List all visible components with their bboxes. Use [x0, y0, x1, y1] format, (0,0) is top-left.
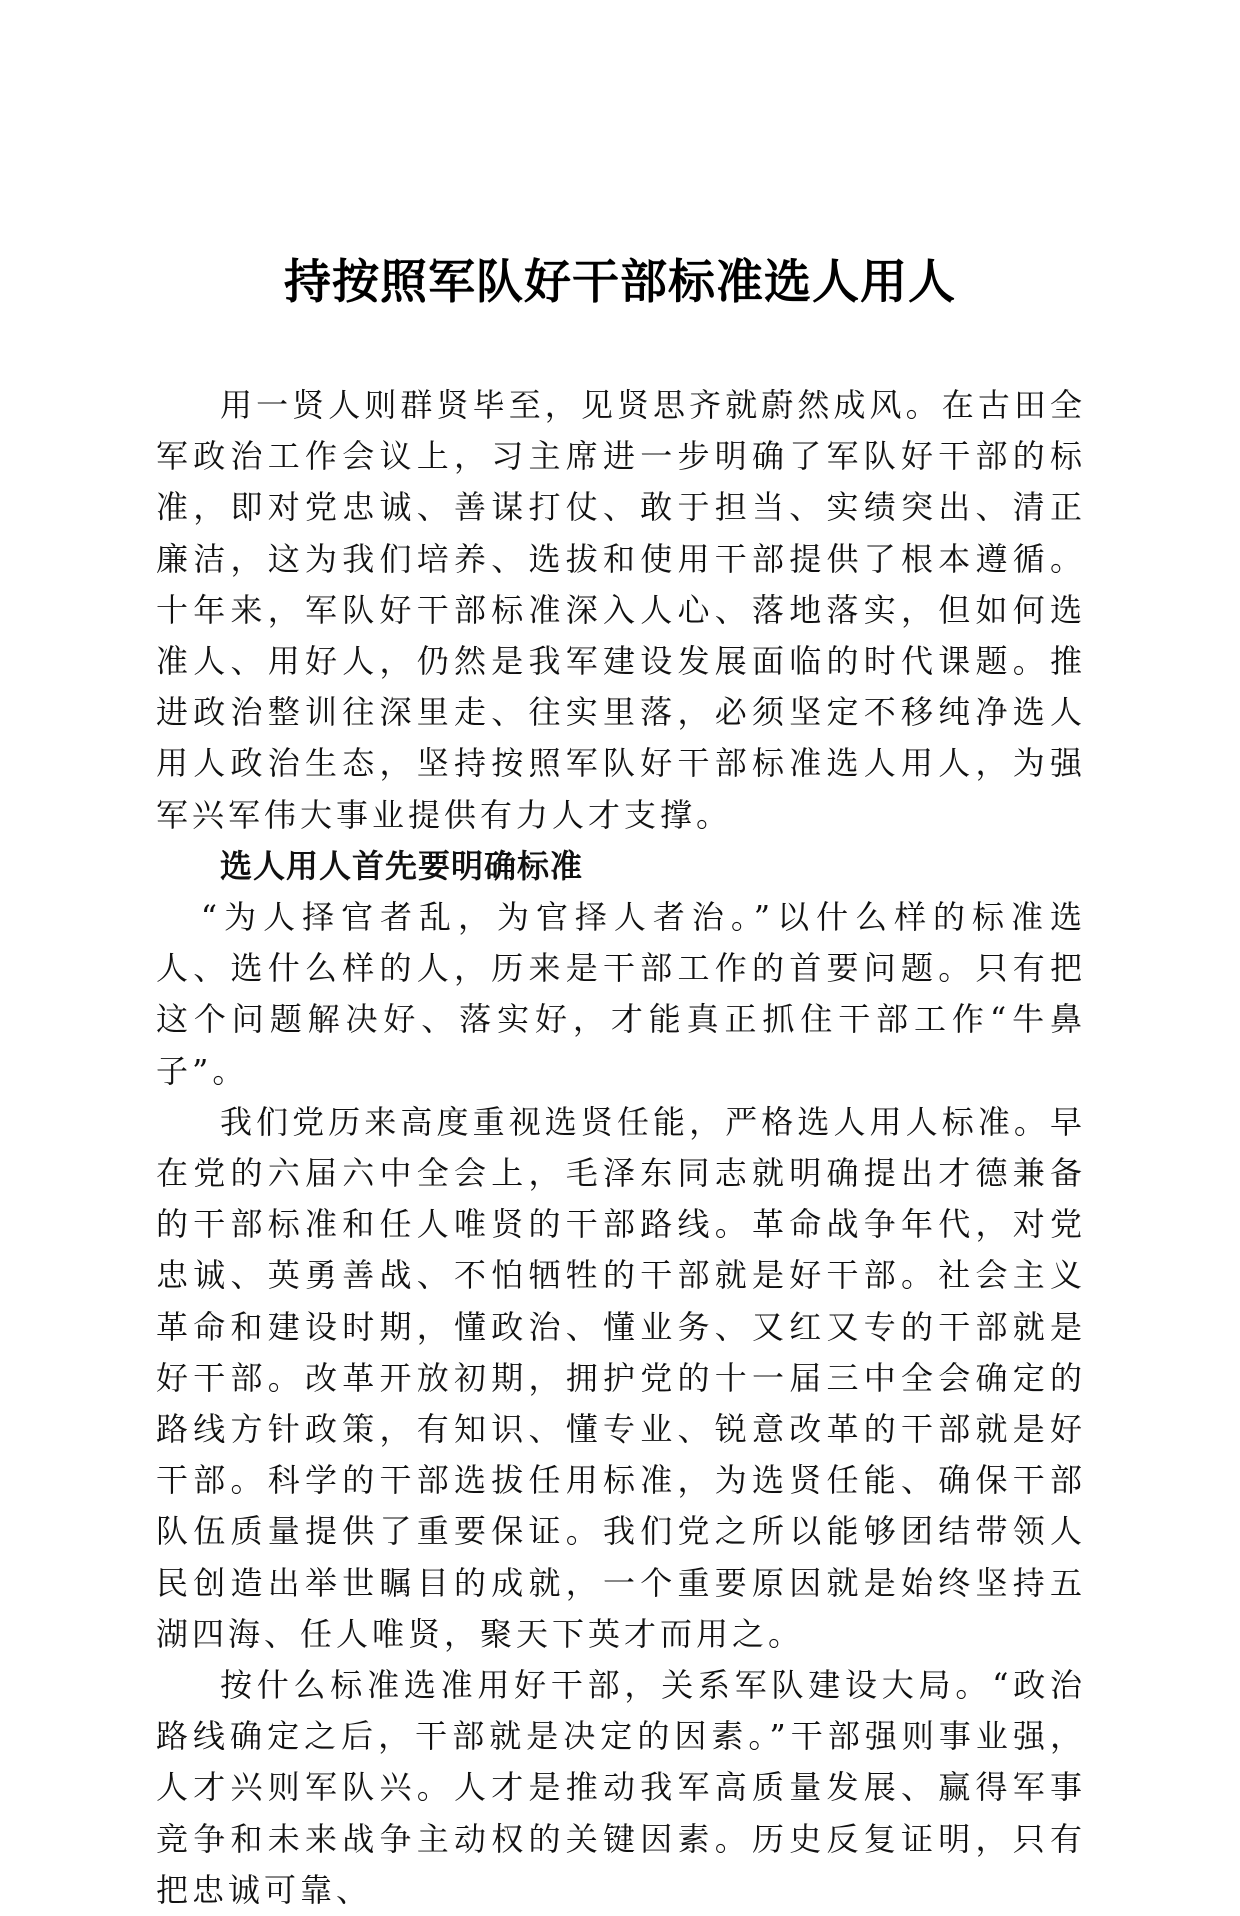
section-paragraph: “为人择官者乱，为官择人者治。”以什么样的标准选人、选什么样的人，历来是干部工作的首要问题。只有把这个问题解决好、落实好，才能真正抓住干部工作“牛鼻子”。: [156, 898, 1086, 1090]
section-paragraph: 我们党历来高度重视选贤任能，严格选人用人标准。早在党的六届六中全会上，毛泽东同志就明确提出才德兼备的干部标准和任人唯贤的干部路线。革命战争年代，对党忠诚、英勇善战、不怕牺牲的干部就是好干部。社会主义革命和建设时期，懂政治、懂业务、又红又专的干部就是好干部。改革开放初期，拥护党的十一届三中全会确定的路线方针政策，有知识、懂专业、锐意改革的干部就是好干部。科学的干部选拔任用标准，为选贤任能、确保干部队伍质量提供了重要保证。我们党之所以能够团结带领人民创造出举世瞩目的成就，一个重要原因就是始终坚持五湖四海、任人唯贤，聚天下英才而用之。: [156, 1102, 1086, 1653]
section-paragraph: 按什么标准选准用好干部，关系军队建设大局。“政治路线确定之后，干部就是决定的因素。”干部强则事业强，人才兴则军队兴。人才是推动我军高质量发展、赢得军事竞争和未来战争主动权的关键因素。历史反复证明，只有把忠诚可靠、: [156, 1666, 1086, 1909]
document-body: [156, 380, 1086, 1916]
intro-paragraph: 用一贤人则群贤毕至，见贤思齐就蔚然成风。在古田全军政治工作会议上，习主席进一步明确了军队好干部的标准，即对党忠诚、善谋打仗、敢于担当、实绩突出、清正廉洁，这为我们培养、选拔和使用干部提供了根本遵循。十年来，军队好干部标准深入人心、落地落实，但如何选准人、用好人，仍然是我军建设发展面临的时代课题。推进政治整训往深里走、往实里落，必须坚定不移纯净选人用人政治生态，坚持按照军队好干部标准选人用人，为强军兴军伟大事业提供有力人才支撑。: [156, 386, 1086, 834]
document-title: 持按照军队好干部标准选人用人: [284, 255, 956, 310]
section-heading: 选人用人首先要明确标准: [220, 846, 584, 885]
